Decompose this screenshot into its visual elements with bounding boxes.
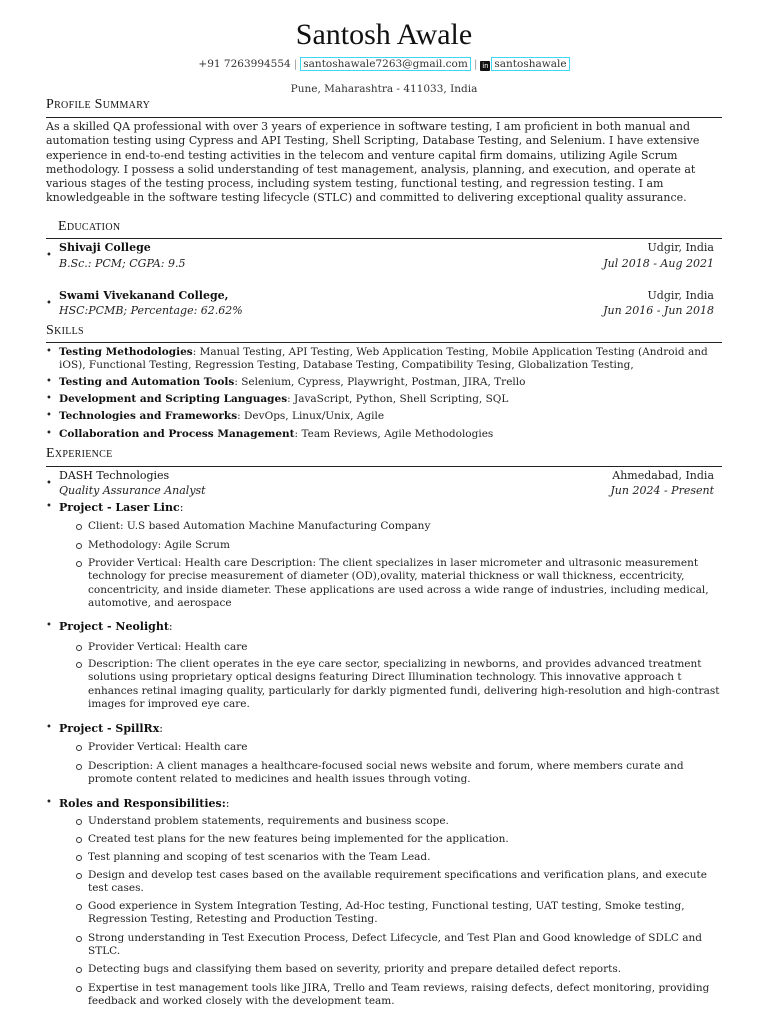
skill-item: Development and Scripting Languages: JavaScript, Python, Shell Scripting, SQL [59, 393, 509, 405]
project-detail: Provider Vertical: Health care [88, 641, 248, 653]
profile-summary-text: As a skilled QA professional with over 3 years of experience in software testing, I am proficient in both manual and automation testing using Cypress and API Testing, Shell Scripting, Database Testing, and Selenium. I have extensive experience in end-to-end testing activities in the telecom and venture capital firm domains, utilizing Agile Scrum methodology. I possess a solid understanding of test management, analysis, planning, and execution, and operate at various stages of the testing process, including system testing, functional testing, and regression testing. I am knowledgeable in the software testing lifecycle (STLC) and committed to delivering exceptional quality assurance. [46, 120, 700, 205]
sub-bullet [76, 904, 82, 910]
project-heading: Project - Laser Linc: [59, 501, 184, 514]
skill-item: Technologies and Frameworks: DevOps, Linux/Unix, Agile [59, 410, 385, 422]
job-dates: Jun 2024 - Present [610, 484, 714, 497]
project-detail: Description: The client operates in the eye care sector, specializing in newborns, and provides advanced treatment solutions using proprietary optical designs featuring Direct Illumination technology. This innovative approach t enhances retinal imaging quality, particularly for darkly pigmented fundi, delivering high-resolution and high-contrast images for improved eye care. [88, 658, 720, 711]
section-title-experience: Experience [46, 446, 113, 461]
company-location: Ahmedabad, India [612, 469, 714, 482]
roles-heading: Roles and Responsibilities:: [59, 797, 230, 810]
company-name: DASH Technologies [59, 469, 170, 482]
linkedin-link[interactable]: santoshawale [491, 57, 569, 71]
education-location: Udgir, India [647, 289, 714, 302]
candidate-name: Santosh Awale [295, 18, 473, 51]
section-title-profile: Profile Summary [46, 97, 151, 112]
responsibility-item: Created test plans for the new features being implemented for the application. [88, 833, 509, 845]
section-divider [46, 238, 722, 239]
bullet: • [46, 376, 52, 387]
section-title-skills: Skills [46, 323, 84, 338]
bullet: • [46, 298, 52, 309]
bullet: • [46, 722, 52, 733]
responsibility-item: Test planning and scoping of test scenarios with the Team Lead. [88, 851, 431, 863]
responsibility-item: Strong understanding in Test Execution Process, Defect Lifecycle, and Test Plan and Good knowledge of SDLC and STLC. [88, 932, 702, 958]
section-title-education: Education [58, 219, 121, 234]
sub-bullet [76, 645, 82, 651]
bullet: • [46, 501, 52, 512]
sub-bullet [76, 561, 82, 567]
skill-value: JavaScript, Python, Shell Scripting, SQL [294, 393, 509, 405]
skill-value: Team Reviews, Agile Methodologies [301, 428, 494, 440]
section-divider [46, 466, 722, 467]
skill-label: Testing Methodologies [59, 346, 193, 358]
sub-bullet [76, 986, 82, 992]
job-role: Quality Assurance Analyst [59, 484, 206, 497]
address: Pune, Maharashtra - 411033, India [290, 83, 478, 95]
sub-bullet [76, 524, 82, 530]
project-detail: Provider Vertical: Health care [88, 741, 248, 753]
bullet: • [46, 410, 52, 421]
education-dates: Jun 2016 - Jun 2018 [603, 304, 714, 317]
education-degree: HSC:PCMB; Percentage: 62.62% [59, 304, 243, 317]
responsibility-item: Detecting bugs and classifying them based on severity, priority and prepare detailed defect reports. [88, 963, 622, 975]
bullet: • [46, 346, 52, 357]
responsibility-item: Design and develop test cases based on the available requirement specifications and verification plans, and execute test cases. [88, 869, 707, 895]
sub-bullet [76, 936, 82, 942]
sub-bullet [76, 745, 82, 751]
education-institution: Swami Vivekanand College, [59, 289, 229, 302]
skill-value: DevOps, Linux/Unix, Agile [244, 410, 385, 422]
bullet: • [46, 428, 52, 439]
section-divider [46, 117, 722, 118]
sub-bullet [76, 819, 82, 825]
skill-item: Collaboration and Process Management: Team Reviews, Agile Methodologies [59, 428, 494, 440]
project-heading: Project - Neolight: [59, 620, 173, 633]
bullet: • [46, 478, 52, 489]
skill-item: Testing Methodologies: Manual Testing, API Testing, Web Application Testing, Mobile Application Testing (Android and iOS), Functional Testing, Regression Testing, Database Testing, Compatibility Tesing, Globalization Testing, [59, 346, 708, 371]
skill-label: Development and Scripting Languages [59, 393, 288, 405]
bullet: • [46, 797, 52, 808]
responsibility-item: Expertise in test management tools like JIRA, Trello and Team reviews, raising defects, defect monitoring, providing feedback and worked closely with the development team. [88, 982, 710, 1008]
skill-label: Collaboration and Process Management [59, 428, 295, 440]
project-heading: Project - SpillRx: [59, 722, 163, 735]
contact-line: +91 7263994554 | santoshawale7263@gmail.com | in santoshawale [0, 58, 768, 71]
skill-item: Testing and Automation Tools: Selenium, Cypress, Playwright, Postman, JIRA, Trello [59, 376, 526, 388]
bullet: • [46, 393, 52, 404]
sub-bullet [76, 873, 82, 879]
skill-label: Technologies and Frameworks [59, 410, 238, 422]
skill-value: Manual Testing, API Testing, Web Application Testing, Mobile Application Testing (Android and iOS), Functional Testing, Regression Testing, Database Testing, Compatibility Tesing, Globalization Testing, [59, 346, 708, 371]
sub-bullet [76, 837, 82, 843]
responsibility-item: Good experience in System Integration Testing, Ad-Hoc testing, Functional testing, UAT testing, Smoke testing, Regression Testing, Retesting and Production Testing. [88, 900, 685, 926]
education-degree: B.Sc.: PCM; CGPA: 9.5 [59, 257, 186, 270]
bullet: • [46, 250, 52, 261]
project-detail: Client: U.S based Automation Machine Manufacturing Company [88, 520, 431, 532]
section-divider [46, 342, 722, 343]
skill-label: Testing and Automation Tools [59, 376, 235, 388]
education-institution: Shivaji College [59, 241, 151, 254]
sub-bullet [76, 855, 82, 861]
email-link[interactable]: santoshawale7263@gmail.com [300, 57, 471, 71]
sub-bullet [76, 764, 82, 770]
skill-value: Selenium, Cypress, Playwright, Postman, JIRA, Trello [241, 376, 526, 388]
sub-bullet [76, 543, 82, 549]
linkedin-icon: in [482, 62, 489, 70]
project-detail: Provider Vertical: Health care Description: The client specializes in laser micrometer and ultrasonic measurement technology for precise measurement of diameter (OD),ovality, material thickness or wall thickness, eccentricity, concentricity, and inside diameter. These applications are used across a wide range of industries, including medical, automotive, and aerospace [88, 557, 709, 610]
bullet: • [46, 620, 52, 631]
education-location: Udgir, India [647, 241, 714, 254]
responsibility-item: Understand problem statements, requirements and business scope. [88, 815, 449, 827]
project-detail: Methodology: Agile Scrum [88, 539, 230, 551]
sub-bullet [76, 967, 82, 973]
education-dates: Jul 2018 - Aug 2021 [603, 257, 714, 270]
phone-number: +91 7263994554 [198, 58, 291, 70]
project-detail: Description: A client manages a healthcare-focused social news website and forum, where members curate and promote content related to medicines and health issues through voting. [88, 760, 684, 786]
sub-bullet [76, 662, 82, 668]
